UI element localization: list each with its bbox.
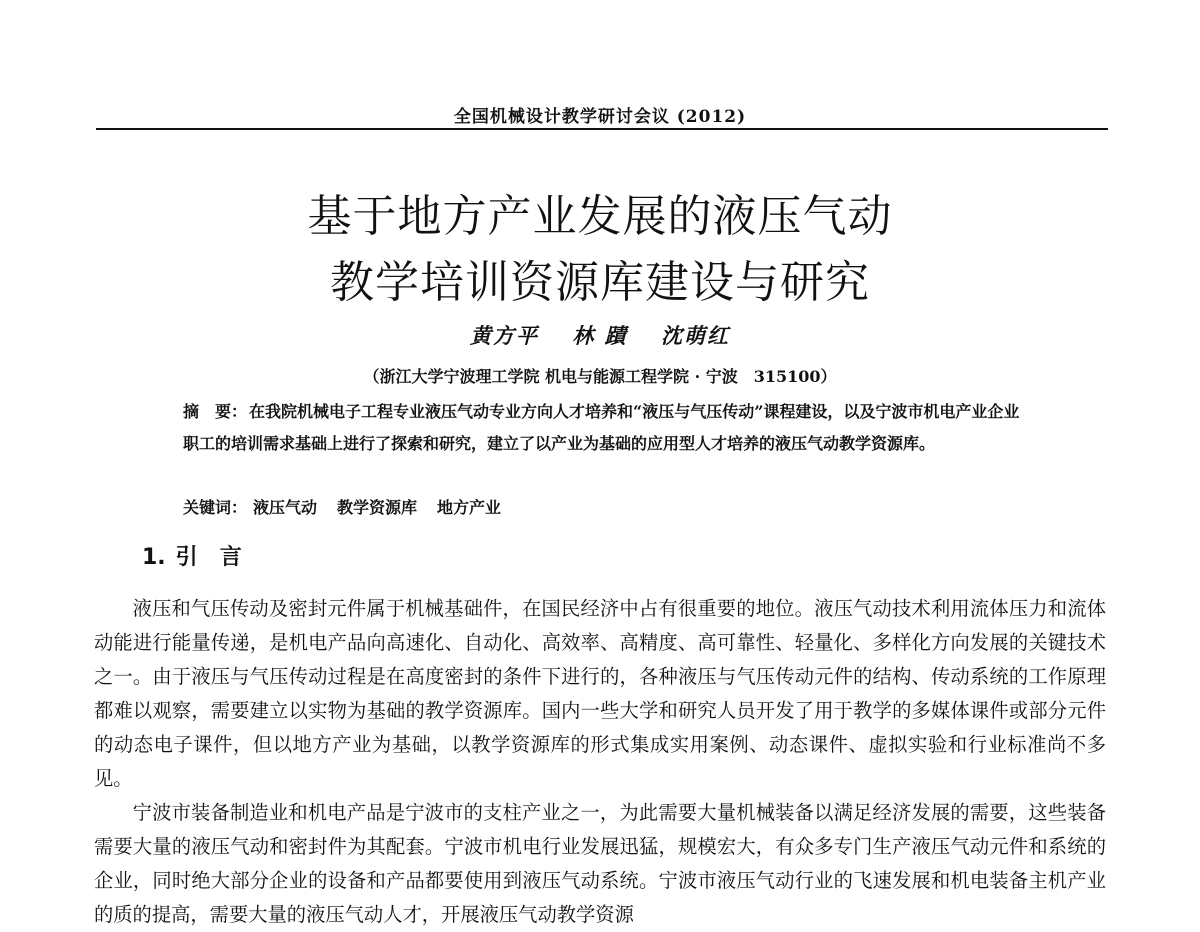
section-number: 1. [142,545,166,570]
header-rule [96,128,1108,130]
section-title-char-2: 言 [219,545,242,570]
body-text [94,592,1106,932]
keyword-3: 地方产业 [437,498,502,517]
author-list [0,320,1200,350]
keywords [183,494,1028,522]
keyword-1: 液压气动 [253,498,318,517]
body-paragraph-2: 宁波市装备制造业和机电产品是宁波市的支柱产业之一，为此需要大量机械装备以满足经济发展的需要，这些装备需要大量的液压气动和密封件为其配套。宁波市机电行业发展迅猛，规模宏大，有众多专门生产液压气动元件和系统的企业，同时绝大部分企业的设备和产品都要使用到液压气动系统。宁波市液压气动行业的飞速发展和机电装备主机产业的质的提高，需要大量的液压气动人才，开展液压气动教学资源 [94,801,1106,926]
affiliation: （浙江大学宁波理工学院 机电与能源工程学院 · 宁波 315100） [363,367,837,386]
running-header: 全国机械设计教学研讨会议 (2012) [453,107,747,127]
keywords-label: 关键词： [183,498,248,517]
title-line-2: 教学培训资源库建设与研究 [330,257,870,308]
author-3: 沈萌红 [660,323,730,348]
title-line-1: 基于地方产业发展的液压气动 [307,191,893,242]
section-title-char-1: 引 [175,545,198,570]
abstract-label: 摘 要： [183,402,248,421]
abstract [183,396,1028,460]
keyword-2: 教学资源库 [337,498,418,517]
abstract-text: 在我院机械电子工程专业液压气动专业方向人才培养和“液压与气压传动”课程建设，以及宁波市机电产业企业职工的培训需求基础上进行了探索和研究，建立了以产业为基础的应用型人才培养的液压气动教学资源库。 [183,402,1020,453]
author-1: 黄方平 [470,323,540,348]
author-2: 林 蹟 [572,323,628,348]
section-heading [142,540,242,571]
body-paragraph-1: 液压和气压传动及密封元件属于机械基础件，在国民经济中占有很重要的地位。液压气动技术利用流体压力和流体动能进行能量传递，是机电产品向高速化、自动化、高效率、高精度、高可靠性、轻量化、多样化方向发展的关键技术之一。由于液压与气压传动过程是在高度密封的条件下进行的，各种液压与气压传动元件的结构、传动系统的工作原理都难以观察，需要建立以实物为基础的教学资源库。国内一些大学和研究人员开发了用于教学的多媒体课件或部分元件的动态电子课件，但以地方产业为基础，以教学资源库的形式集成实用案例、动态课件、虚拟实验和行业标准尚不多见。 [94,597,1106,790]
paper-title [0,184,1200,316]
